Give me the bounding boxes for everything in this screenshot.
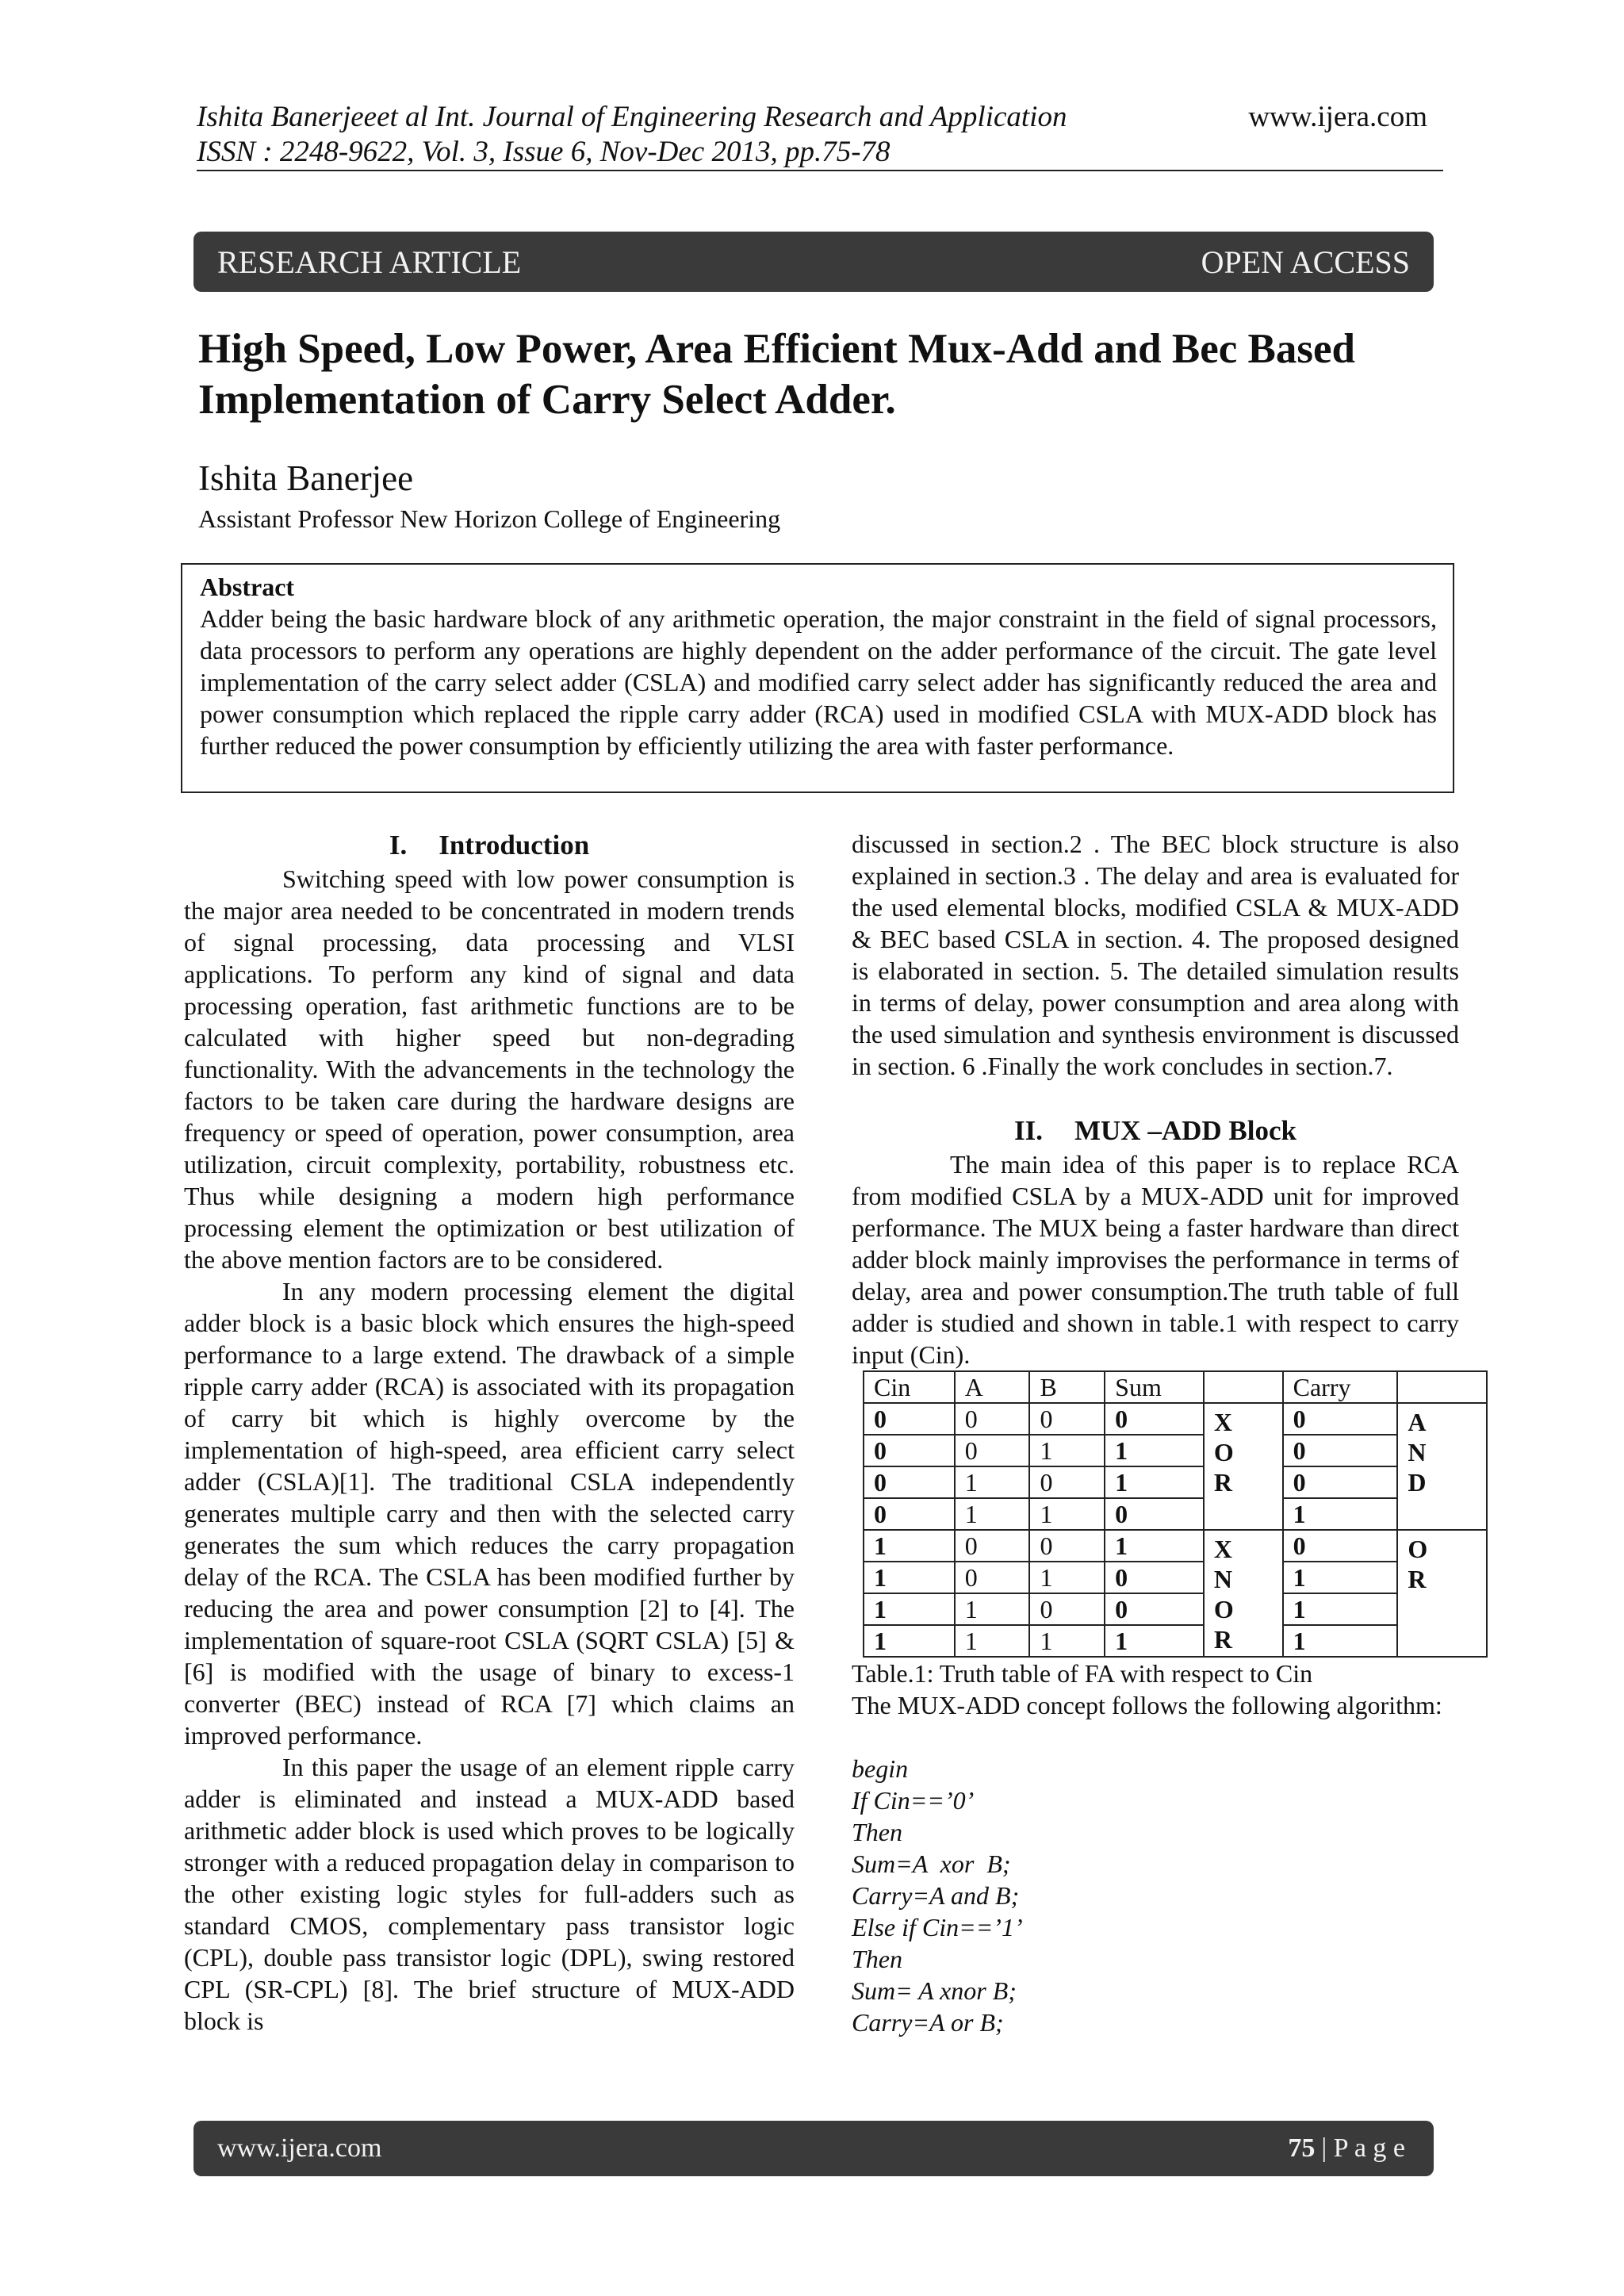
- algorithm-line: Else if Cin==’1’: [852, 1913, 1023, 1941]
- mux-paragraph-1: The main idea of this paper is to replace RCA from modified CSLA by a MUX-ADD unit for improved performance. The MUX being a faster hardware than direct adder block mainly improvises the performance in terms of delay, area and power consumption.The truth table of full adder is studied and shown in table.1 with respect to carry input (Cin).: [852, 1150, 1459, 1369]
- journal-line-1: Ishita Banerjeeet al Int. Journal of Engineering Research and Application: [197, 101, 1067, 133]
- sum-cell: 1: [1105, 1530, 1204, 1562]
- b-cell: 0: [1029, 1530, 1105, 1562]
- journal-header: [197, 100, 1067, 170]
- b-cell: 1: [1029, 1562, 1105, 1593]
- or-gate-label: [1397, 1530, 1487, 1657]
- section-title: MUX –ADD Block: [1074, 1115, 1297, 1146]
- xnor-gate-label: [1204, 1530, 1283, 1657]
- b-cell: 1: [1029, 1625, 1105, 1657]
- header-cell: [1397, 1371, 1487, 1403]
- a-cell: 0: [955, 1435, 1030, 1466]
- gate-letter: O: [1213, 1595, 1234, 1623]
- cin-cell: 0: [864, 1498, 955, 1530]
- cin-cell: 1: [864, 1562, 955, 1593]
- a-cell: 0: [955, 1403, 1030, 1435]
- sum-cell: 0: [1105, 1403, 1204, 1435]
- cin-cell: 1: [864, 1593, 955, 1625]
- header-cell: Cin: [864, 1371, 955, 1403]
- cin-cell: 1: [864, 1530, 955, 1562]
- table-row: [864, 1403, 1487, 1435]
- gate-letter: R: [1408, 1565, 1427, 1593]
- gate-letter: O: [1408, 1535, 1428, 1563]
- algorithm-line: If Cin==’0’: [852, 1786, 975, 1815]
- gate-letter: N: [1408, 1438, 1427, 1466]
- cin-cell: 0: [864, 1435, 955, 1466]
- table-row: [864, 1530, 1487, 1562]
- gate-letter: R: [1213, 1625, 1232, 1654]
- page-number: 75: [1288, 2133, 1316, 2163]
- intro-paragraph-3: In this paper the usage of an element ripple carry adder is eliminated and instead a MUX-ADD based arithmetic adder block is used which proves to be logically stronger with a reduced propagation delay in comparison to the other existing logic styles for full-adders such as standard CMOS, complementary pass transistor logic (CPL), double pass transistor logic (DPL), swing restored CPL (SR-CPL) [8]. The brief structure of MUX-ADD block is: [184, 1753, 795, 2035]
- intro-continuation: discussed in section.2 . The BEC block structure is also explained in section.3 . The delay and area is evaluated for the used elemental blocks, modified CSLA & MUX-ADD & BEC based CSLA in section. 4. The proposed designed is elaborated in section. 5. The detailed simulation results in terms of delay, power consumption and area along with the used simulation and synthesis environment is discussed in section. 6 .Finally the work concludes in section.7.: [852, 830, 1459, 1080]
- section-number: II.: [1014, 1115, 1043, 1146]
- header-cell: Carry: [1283, 1371, 1398, 1403]
- cin-cell: 0: [864, 1466, 955, 1498]
- research-article-label: RESEARCH ARTICLE: [217, 243, 522, 280]
- carry-cell: 1: [1283, 1593, 1398, 1625]
- table-row: [864, 1435, 1487, 1466]
- algorithm-line: Then: [852, 1945, 902, 1973]
- b-cell: 1: [1029, 1498, 1105, 1530]
- carry-cell: 1: [1283, 1625, 1398, 1657]
- paper-title: [198, 324, 1435, 425]
- carry-cell: 1: [1283, 1562, 1398, 1593]
- algorithm-line: Sum=A xor B;: [852, 1849, 1011, 1878]
- a-cell: 1: [955, 1466, 1030, 1498]
- title-line-1: High Speed, Low Power, Area Efficient Mux-Add and Bec Based: [198, 326, 1356, 372]
- xor-gate-label: [1204, 1403, 1283, 1530]
- carry-cell: 0: [1283, 1403, 1398, 1435]
- algorithm-line: Carry=A or B;: [852, 2008, 1004, 2037]
- page-number-block: [1288, 2133, 1405, 2164]
- abstract-box: [181, 563, 1454, 793]
- journal-line-2: ISSN : 2248-9622, Vol. 3, Issue 6, Nov-Dec 2013, pp.75-78: [197, 136, 891, 168]
- abstract-text: Adder being the basic hardware block of any arithmetic operation, the major constraint in the field of signal processors, data processors to perform any operations are highly dependent on the adder performance of the circuit. The gate level implementation of the carry select adder (CSLA) and modified carry select adder has significantly reduced the area and power consumption which replaced the ripple carry adder (RCA) used in modified CSLA with MUX-ADD block has further reduced the power consumption by efficiently utilizing the area with faster performance.: [200, 604, 1437, 760]
- table-row: [864, 1466, 1487, 1498]
- header-cell: Sum: [1105, 1371, 1204, 1403]
- intro-paragraph-1: Switching speed with low power consumption is the major area needed to be concentrated in modern trends of signal processing, data processing and VLSI applications. To perform any kind of signal and data processing operation, fast arithmetic functions are to be calculated with higher speed but non-degrading functionality. With the advancements in the technology the factors to be taken care during the hardware designs are frequency or speed of operation, power consumption, area utilization, circuit complexity, portability, robustness etc. Thus while designing a modern high performance processing element the optimization or best utilization of the above mention factors are to be considered.: [184, 864, 795, 1274]
- cin-cell: 0: [864, 1403, 955, 1435]
- footer-website[interactable]: www.ijera.com: [217, 2133, 382, 2163]
- abstract-heading: Abstract: [200, 573, 295, 601]
- sum-cell: 1: [1105, 1435, 1204, 1466]
- table-caption: Table.1: Truth table of FA with respect to Cin: [852, 1659, 1313, 1688]
- sum-cell: 1: [1105, 1625, 1204, 1657]
- sum-cell: 0: [1105, 1562, 1204, 1593]
- gate-letter: A: [1408, 1408, 1427, 1436]
- algorithm-block: [852, 1753, 1459, 2038]
- b-cell: 0: [1029, 1593, 1105, 1625]
- a-cell: 0: [955, 1562, 1030, 1593]
- a-cell: 1: [955, 1498, 1030, 1530]
- right-column: [852, 828, 1459, 2038]
- header-cell: A: [955, 1371, 1030, 1403]
- algorithm-line: Sum= A xnor B;: [852, 1976, 1017, 2005]
- b-cell: 1: [1029, 1435, 1105, 1466]
- intro-paragraph-2: In any modern processing element the digital adder block is a basic block which ensures the high-speed performance to a large extend. The drawback of a simple ripple carry adder (RCA) is associated with its propagation of carry bit which is highly overcome by the implementation of high-speed, area efficient carry select adder (CSLA)[1]. The traditional CSLA independently generates multiple carry and then with the selected carry generates the sum which reduces the carry propagation delay of the RCA. The CSLA has been modified further by reducing the area and power consumption [2] to [4]. The implementation of square-root CSLA (SQRT CSLA) [5] & [6] is modified with the usage of binary to excess-1 converter (BEC) instead of RCA [7] which claims an improved performance.: [184, 1277, 795, 1750]
- table-row: [864, 1562, 1487, 1593]
- table-row: [864, 1593, 1487, 1625]
- header-rule: [197, 170, 1443, 171]
- gate-letter: O: [1213, 1438, 1234, 1466]
- cin-cell: 1: [864, 1625, 955, 1657]
- header-cell: [1204, 1371, 1283, 1403]
- page-footer: [193, 2121, 1434, 2176]
- open-access-label: OPEN ACCESS: [1201, 243, 1410, 280]
- gate-letter: R: [1213, 1468, 1232, 1497]
- algorithm-line: begin: [852, 1754, 909, 1783]
- truth-table: [863, 1370, 1488, 1658]
- section-heading-mux-add: [852, 1114, 1459, 1148]
- algorithm-line: Then: [852, 1818, 902, 1846]
- and-gate-label: [1397, 1403, 1487, 1530]
- a-cell: 0: [955, 1530, 1030, 1562]
- left-column: [184, 828, 795, 2037]
- table-row: [864, 1498, 1487, 1530]
- header-cell: B: [1029, 1371, 1105, 1403]
- section-number: I.: [389, 830, 408, 861]
- gate-letter: N: [1213, 1565, 1232, 1593]
- gate-letter: X: [1213, 1408, 1232, 1436]
- carry-cell: 1: [1283, 1498, 1398, 1530]
- gate-letter: X: [1213, 1535, 1232, 1563]
- sum-cell: 1: [1105, 1466, 1204, 1498]
- carry-cell: 0: [1283, 1435, 1398, 1466]
- table-row: [864, 1625, 1487, 1657]
- title-line-2: Implementation of Carry Select Adder.: [198, 377, 896, 423]
- section-title: Introduction: [439, 830, 590, 861]
- algorithm-intro: The MUX-ADD concept follows the following algorithm:: [852, 1691, 1442, 1719]
- sum-cell: 0: [1105, 1498, 1204, 1530]
- b-cell: 0: [1029, 1403, 1105, 1435]
- a-cell: 1: [955, 1625, 1030, 1657]
- carry-cell: 0: [1283, 1466, 1398, 1498]
- a-cell: 1: [955, 1593, 1030, 1625]
- gate-letter: D: [1408, 1468, 1427, 1497]
- algorithm-line: Carry=A and B;: [852, 1881, 1020, 1910]
- sum-cell: 0: [1105, 1593, 1204, 1625]
- section-heading-introduction: [184, 828, 795, 863]
- article-type-banner: [193, 232, 1434, 292]
- author-name: Ishita Banerjee: [198, 458, 414, 498]
- page-label: | P a g e: [1321, 2133, 1405, 2163]
- b-cell: 0: [1029, 1466, 1105, 1498]
- carry-cell: 0: [1283, 1530, 1398, 1562]
- header-website[interactable]: www.ijera.com: [1248, 101, 1427, 133]
- table-header-row: [864, 1371, 1487, 1403]
- author-affiliation: Assistant Professor New Horizon College of Engineering: [198, 504, 781, 533]
